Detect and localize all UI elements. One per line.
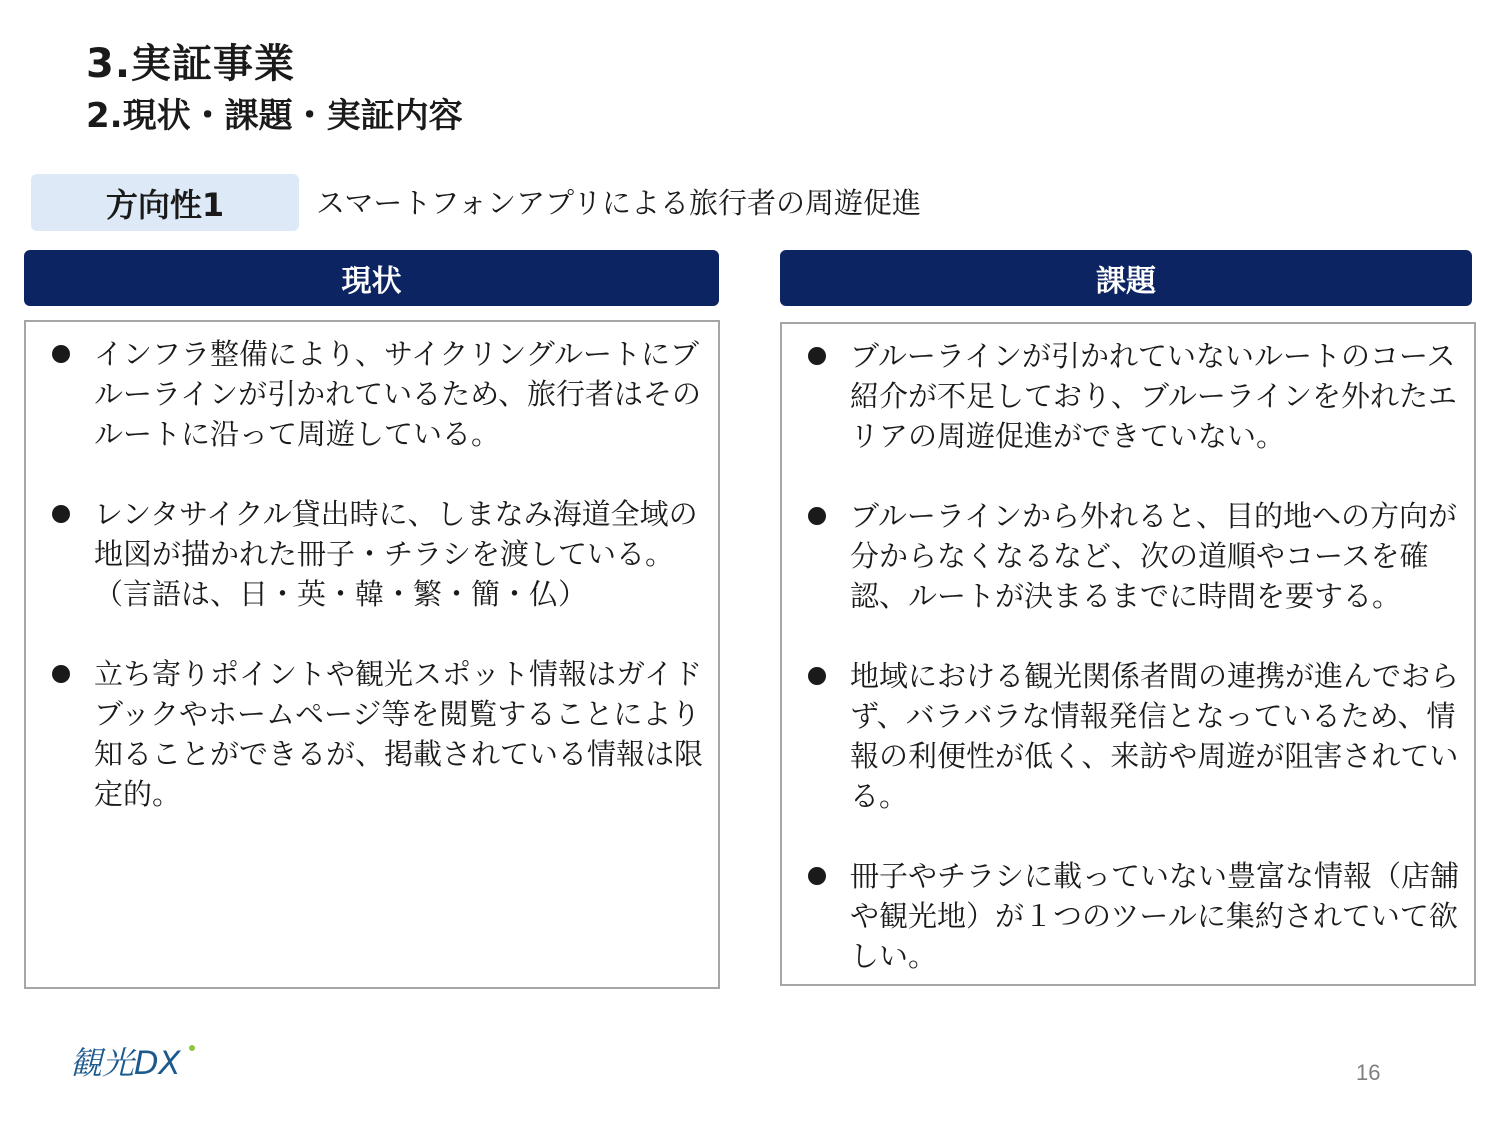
list-item-text: 立ち寄りポイントや観光スポット情報はガイドブックやホームページ等を閲覧することにより知ることができるが、掲載されている情報は限定的。 (94, 657, 704, 811)
page-number: 16 (1356, 1060, 1381, 1085)
list-item (48, 494, 704, 614)
list-item (48, 334, 704, 454)
list-item (804, 656, 1460, 816)
page-subtitle: 2.現状・課題・実証内容 (86, 96, 463, 136)
current-status-list (26, 322, 718, 814)
list-item (804, 336, 1460, 456)
bullet-icon (808, 867, 826, 885)
bullet-icon (52, 665, 70, 683)
kanko-dx-logo (70, 1042, 200, 1082)
page-title: 3.実証事業 (86, 41, 296, 87)
list-item (804, 496, 1460, 616)
direction-description: スマートフォンアプリによる旅行者の周遊促進 (316, 186, 921, 220)
bullet-icon (52, 345, 70, 363)
issues-header: 課題 (780, 250, 1472, 306)
list-item-text: 冊子やチラシに載っていない豊富な情報（店舗や観光地）が１つのツールに集約されていて欲しい。 (850, 859, 1460, 973)
logo-text: 観光DX (70, 1044, 181, 1082)
issues-box (780, 322, 1476, 986)
bullet-icon (808, 667, 826, 685)
list-item (48, 654, 704, 814)
list-item-text: インフラ整備により、サイクリングルートにブルーラインが引かれているため、旅行者はそのルートに沿って周遊している。 (94, 337, 701, 451)
list-item-text: レンタサイクル貸出時に、しまなみ海道全域の地図が描かれた冊子・チラシを渡している。（言語は、日・英・韓・繁・簡・仏） (94, 497, 698, 611)
logo-accent-icon (189, 1045, 195, 1051)
current-status-header: 現状 (24, 250, 719, 306)
list-item-text: ブルーラインから外れると、目的地への方向が分からなくなるなど、次の道順やコースを確認、ルートが決まるまでに時間を要する。 (850, 499, 1457, 613)
bullet-icon (808, 347, 826, 365)
bullet-icon (52, 505, 70, 523)
list-item (804, 856, 1460, 976)
bullet-icon (808, 507, 826, 525)
list-item-text: 地域における観光関係者間の連携が進んでおらず、バラバラな情報発信となっているため、情報の利便性が低く、来訪や周遊が阻害されている。 (850, 659, 1460, 813)
current-status-box (24, 320, 720, 989)
issues-list (782, 324, 1474, 976)
list-item-text: ブルーラインが引かれていないルートのコース紹介が不足しており、ブルーラインを外れたエリアの周遊促進ができていない。 (850, 339, 1457, 453)
direction-badge: 方向性1 (31, 174, 299, 231)
